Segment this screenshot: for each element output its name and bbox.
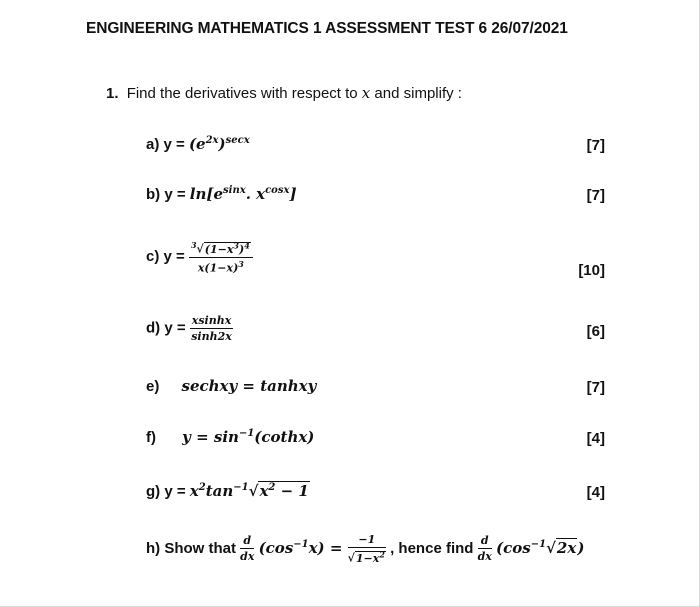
item-h-fraction-result: $\frac{-1}{√1-x^2}$ xyxy=(347,533,385,565)
item-e-mark: [7] xyxy=(586,379,605,396)
item-h-derivative-operator-2: $\frac{d}{dx}$ xyxy=(477,534,492,564)
item-b-mark: [7] xyxy=(586,187,605,204)
item-f-expression-part2: (cothx) xyxy=(254,428,315,446)
item-h xyxy=(146,533,584,565)
item-g xyxy=(146,482,310,500)
item-h-hence-text: , hence find xyxy=(390,539,478,557)
item-d-mark: [6] xyxy=(586,323,605,340)
item-g-expression: $x^2\tan^{-1}√x^2 - 1$ xyxy=(189,482,309,500)
item-c-label: c) y = xyxy=(146,248,189,266)
item-h-label: h) Show that xyxy=(146,539,241,557)
item-b-expression: $\ln[e^{sinx}$. $x^{cosx}$] xyxy=(189,185,297,203)
item-b-label: b) y = xyxy=(146,186,190,203)
question-1-prompt xyxy=(106,84,462,102)
prompt-variable: x xyxy=(361,84,371,102)
item-c xyxy=(146,240,253,274)
item-c-mark: [10] xyxy=(578,262,605,279)
prompt-text-a: Find the derivatives with respect to xyxy=(126,85,362,102)
page-title: ENGINEERING MATHEMATICS 1 ASSESSMENT TEST 6 26/07/2021 xyxy=(86,20,568,37)
item-h-derivative-operator-1: $\frac{d}{dx}$ xyxy=(240,534,255,564)
question-number: 1. xyxy=(106,85,119,102)
item-f-expression-part1: y = sin xyxy=(182,428,239,446)
item-a-expression: $(e^{2x})^{secx}$ xyxy=(188,135,250,153)
item-d-label: d) y = xyxy=(146,319,190,337)
item-a-label: a) y = xyxy=(146,136,189,153)
item-g-mark: [4] xyxy=(586,484,605,501)
item-f-mark: [4] xyxy=(586,430,605,447)
item-f xyxy=(146,428,314,446)
item-f-inverse-exponent: −1 xyxy=(238,428,255,439)
item-a-mark: [7] xyxy=(586,137,605,154)
item-d-fraction: $\frac{xsinhx}{\sinh 2x}$ xyxy=(191,314,232,343)
item-d xyxy=(146,314,233,343)
item-c-fraction: $\frac{^3√(1-x^3)^4}{x(1-x)^3}$ xyxy=(189,240,253,274)
item-h-expression-1: $(\cos^{-1}x)$ = xyxy=(258,538,348,557)
item-h-expression-2: $(\cos^{-1}√2x)$ xyxy=(496,538,585,557)
item-g-label: g) y = xyxy=(146,483,190,500)
item-e xyxy=(146,377,316,395)
item-f-label: f) xyxy=(146,429,156,446)
item-e-expression: sechxy = tanhxy xyxy=(181,377,317,395)
item-e-label: e) xyxy=(146,378,160,395)
prompt-text-b: and simplify : xyxy=(370,85,462,102)
item-a xyxy=(146,135,250,153)
item-b xyxy=(146,185,297,203)
